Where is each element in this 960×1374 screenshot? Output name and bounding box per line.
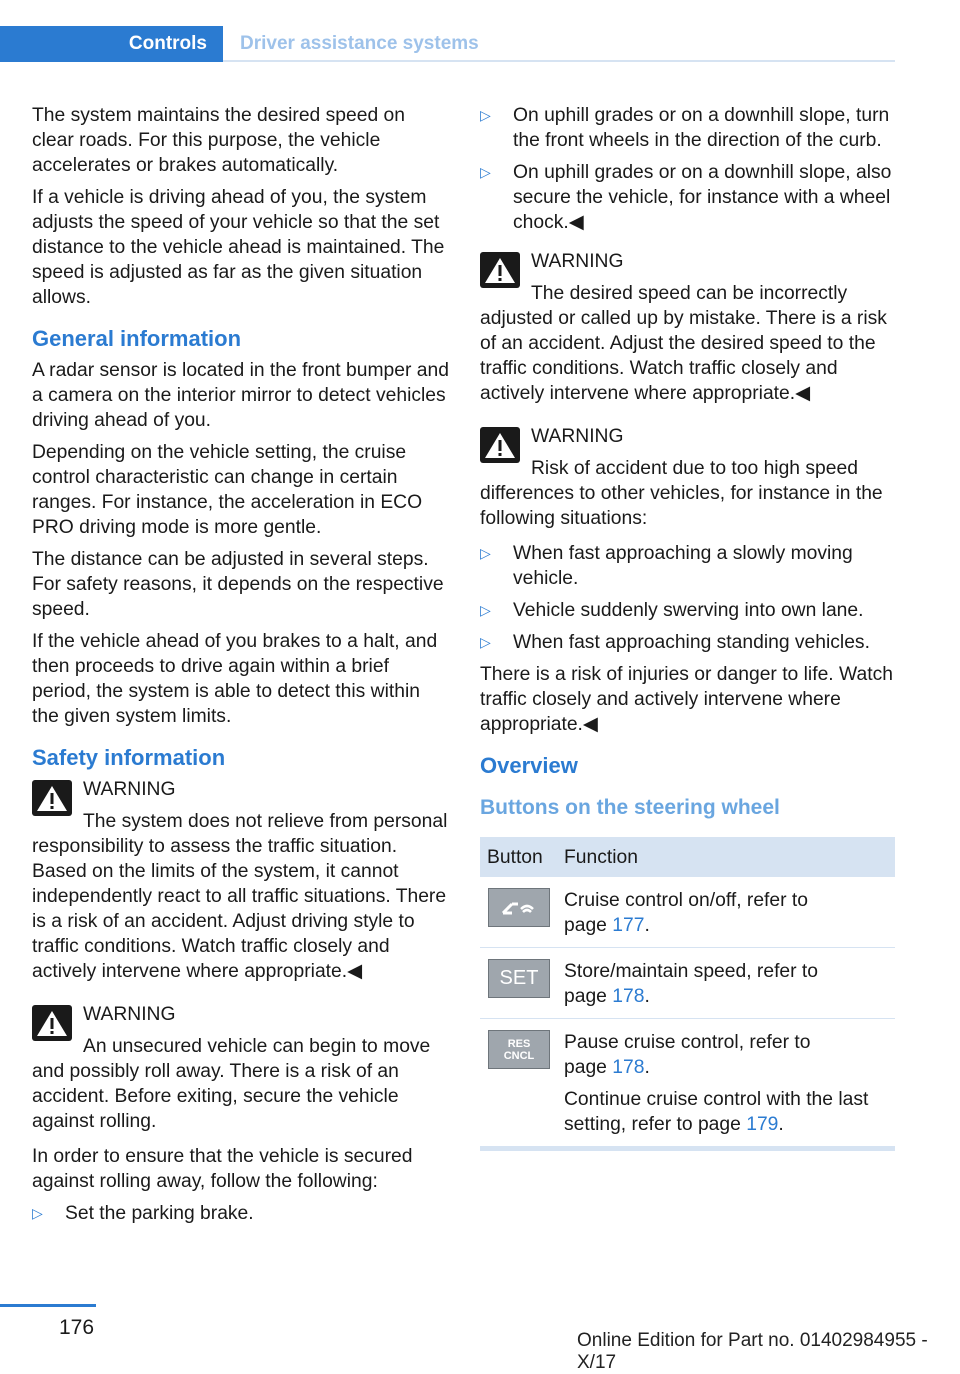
warning-block-1 <box>32 777 450 984</box>
warning-title: WARNING <box>531 426 624 447</box>
footer-rule <box>0 1304 96 1307</box>
warning-triangle-icon <box>32 1005 72 1041</box>
bullet-triangle-icon: ▷ <box>480 545 491 561</box>
footer-edition: Online Edition for Part no. 01402984955 - X/17 <box>577 1330 928 1373</box>
column-header-button: Button <box>480 837 557 877</box>
heading-safety-information: Safety information <box>32 745 226 770</box>
buttons-table <box>480 837 895 1147</box>
risk-paragraph: There is a risk of injuries or danger to life. Watch traffic closely and actively intervene where appropriate.◀ <box>480 664 893 735</box>
warning-text: The system does not relieve from personal responsibility to assess the traffic situation. Based on the limits of the system, it cannot independently react to all traffic situations. There is a risk of an accident. Adjust driving style to traffic conditions. Watch traffic closely and actively intervene where appropriate.◀ <box>32 811 448 982</box>
warning-text: Risk of accident due to too high speed differences to other vehicles, for instance in the following situations: <box>480 458 883 529</box>
page-link-178[interactable]: 178 <box>612 986 645 1007</box>
table-bottom-rule <box>480 1147 895 1151</box>
list-item: ▷ When fast approaching standing vehicles. <box>480 632 870 653</box>
left-column <box>32 103 450 1233</box>
warning-triangle-icon <box>480 252 520 288</box>
general-paragraph-2: Depending on the vehicle setting, the cruise control characteristic can change in certain ranges. For instance, the acceleration in ECO PRO driving mode is more gentle. <box>32 442 423 538</box>
intro-paragraph-1: The system maintains the desired speed on clear roads. For this purpose, the vehicle accelerates or brakes automatically. <box>32 105 405 176</box>
secure-paragraph: In order to ensure that the vehicle is secured against rolling away, follow the following: <box>32 1146 413 1192</box>
warning-block-4 <box>480 424 898 531</box>
warning-block-3 <box>480 249 898 406</box>
warning-title: WARNING <box>531 251 624 272</box>
set-button-icon: SET <box>488 959 550 998</box>
list-item: ▷ When fast approaching a slowly moving vehicle. <box>480 543 853 589</box>
heading-general-information: General information <box>32 326 242 351</box>
bullet-triangle-icon: ▷ <box>480 602 491 618</box>
list-item: ▷ On uphill grades or on a downhill slope, turn the front wheels in the direction of the curb. <box>480 105 890 151</box>
right-column <box>480 103 898 1151</box>
page-link-179[interactable]: 179 <box>746 1114 779 1135</box>
general-paragraph-1: A radar sensor is located in the front bumper and a camera on the interior mirror to detect vehicles driving ahead of you. <box>32 360 449 431</box>
warning-title: WARNING <box>83 1004 176 1025</box>
bullet-triangle-icon: ▷ <box>480 164 491 180</box>
general-paragraph-4: If the vehicle ahead of you brakes to a halt, and then proceeds to drive again within a brief period, the system is able to detect this within the given system limits. <box>32 631 438 727</box>
warning-title: WARNING <box>83 779 176 800</box>
header-section-title[interactable]: Driver assistance systems <box>240 33 479 54</box>
page-link-178[interactable]: 178 <box>612 1057 645 1078</box>
column-header-function: Function <box>557 837 895 877</box>
bullet-triangle-icon: ▷ <box>480 107 491 123</box>
warning-triangle-icon <box>480 427 520 463</box>
heading-buttons-steering-wheel: Buttons on the steering wheel <box>480 796 780 819</box>
warning-block-2 <box>32 1002 450 1134</box>
warning-text: The desired speed can be incorrectly adjusted or called up by mistake. There is a risk of an accident. Adjust the desired speed to the traffic conditions. Watch traffic closely and actively intervene where appropriate.◀ <box>480 283 887 404</box>
bullet-triangle-icon: ▷ <box>480 634 491 650</box>
intro-paragraph-2: If a vehicle is driving ahead of you, the system adjusts the speed of your vehicle so that the set distance to the vehicle ahead is maintained. The speed is adjusted as far as the given situation allows. <box>32 187 445 308</box>
table-row: Cruise control on/off, refer to page 177. <box>480 877 895 948</box>
table-row: RES CNCL Pause cruise control, refer to page 178. Continue cruise control with the last setting, refer to page 179. <box>480 1019 895 1147</box>
header-tab-controls[interactable]: Controls <box>0 26 223 62</box>
list-item: ▷ On uphill grades or on a downhill slope, also secure the vehicle, for instance with a wheel chock.◀ <box>480 162 892 233</box>
general-paragraph-3: The distance can be adjusted in several steps. For safety reasons, it depends on the respective speed. <box>32 549 444 620</box>
warning-triangle-icon <box>32 780 72 816</box>
cruise-control-icon <box>488 888 550 927</box>
page-link-177[interactable]: 177 <box>612 915 645 936</box>
list-item: ▷ Vehicle suddenly swerving into own lane. <box>480 600 864 621</box>
list-item: ▷ Set the parking brake. <box>32 1203 254 1224</box>
res-cncl-button-icon: RES CNCL <box>488 1030 550 1069</box>
warning-text: An unsecured vehicle can begin to move and possibly roll away. There is a risk of an accident. Before exiting, secure the vehicle against rolling. <box>32 1036 431 1132</box>
page-number: 176 <box>59 1316 95 1339</box>
table-row: SET Store/maintain speed, refer to page 178. <box>480 948 895 1019</box>
bullet-triangle-icon: ▷ <box>32 1205 43 1221</box>
heading-overview: Overview <box>480 753 578 778</box>
table-header-row <box>480 837 895 877</box>
